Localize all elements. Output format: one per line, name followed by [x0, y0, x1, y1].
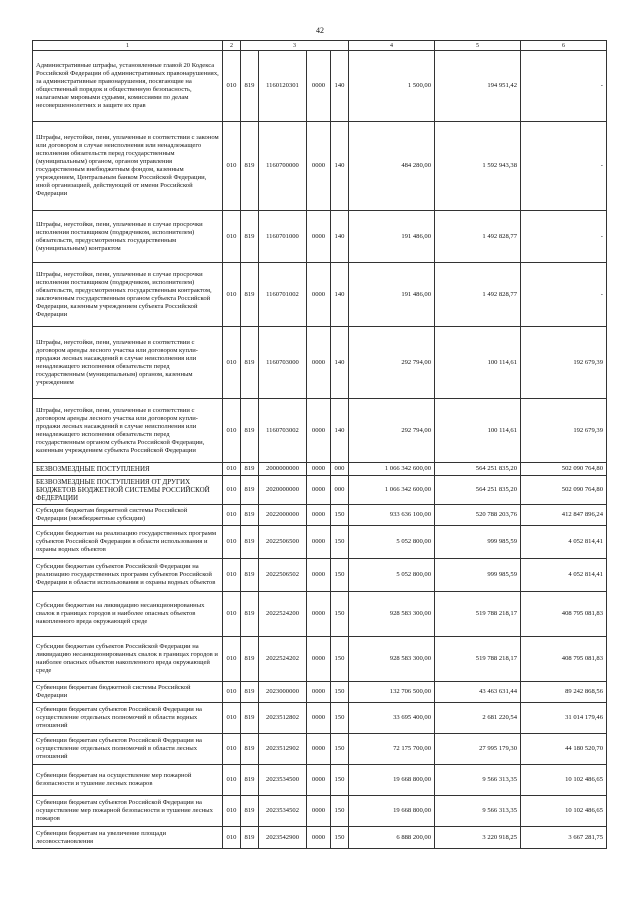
row-name: БЕЗВОЗМЕЗДНЫЕ ПОСТУПЛЕНИЯ [33, 463, 223, 476]
kosgu-code: 150 [331, 827, 349, 849]
kosgu-code: 150 [331, 765, 349, 796]
income-code: 1160701000 [259, 211, 307, 263]
row-name: Субвенции бюджетам субъектов Российской Федерации на осуществление отдельных полномочий в области водных отношений [33, 703, 223, 734]
approved-amount: 484 280,00 [349, 122, 435, 211]
approved-amount: 191 486,00 [349, 211, 435, 263]
executed-amount: 100 114,61 [435, 327, 521, 399]
admin-code: 010 [223, 796, 241, 827]
table-row [33, 122, 607, 211]
executed-amount: 999 985,59 [435, 559, 521, 592]
table-row [33, 211, 607, 263]
approved-amount: 292 794,00 [349, 399, 435, 463]
program-code: 0000 [307, 399, 331, 463]
admin-code: 010 [223, 463, 241, 476]
table-row [33, 526, 607, 559]
program-code: 0000 [307, 592, 331, 637]
chapter-code: 819 [241, 526, 259, 559]
chapter-code: 819 [241, 399, 259, 463]
admin-code: 010 [223, 476, 241, 505]
header-row [33, 41, 607, 51]
row-name: Субсидии бюджетам субъектов Российской Федерации на реализацию государственных программ субъектов Российской Федерации в области использования и охраны водных объектов [33, 559, 223, 592]
admin-code: 010 [223, 827, 241, 849]
executed-amount: 564 251 835,20 [435, 463, 521, 476]
row-name: Субвенции бюджетам бюджетной системы Российской Федерации [33, 682, 223, 703]
program-code: 0000 [307, 263, 331, 327]
program-code: 0000 [307, 703, 331, 734]
income-code: 1160703000 [259, 327, 307, 399]
row-name: Административные штрафы, установленные главой 20 Кодекса Российской Федерации об административных правонарушениях, за административные правонарушения, посягающие на общественный порядок и общественную безопасность, налагаемые мировыми судьями, комиссиями по делам несовершеннолетних и защите их прав [33, 51, 223, 122]
table-row [33, 682, 607, 703]
income-code: 2023512802 [259, 703, 307, 734]
executed-amount: 43 463 631,44 [435, 682, 521, 703]
kosgu-code: 150 [331, 637, 349, 682]
approved-amount: 933 636 100,00 [349, 505, 435, 526]
executed-amount: 3 220 918,25 [435, 827, 521, 849]
executed-amount: 564 251 835,20 [435, 476, 521, 505]
income-code: 2022524200 [259, 592, 307, 637]
admin-code: 010 [223, 559, 241, 592]
income-code: 2022524202 [259, 637, 307, 682]
approved-amount: 928 583 300,00 [349, 637, 435, 682]
program-code: 0000 [307, 327, 331, 399]
kosgu-code: 150 [331, 734, 349, 765]
income-code: 2023534502 [259, 796, 307, 827]
remaining-amount: 31 014 179,46 [521, 703, 607, 734]
row-name: Субсидии бюджетам на ликвидацию несанкционированных свалок в границах городов и наиболее опасных объектов накопленного вреда окружающей среде [33, 592, 223, 637]
budget-table [32, 40, 607, 849]
admin-code: 010 [223, 122, 241, 211]
program-code: 0000 [307, 211, 331, 263]
income-code: 2022506500 [259, 526, 307, 559]
row-name: Штрафы, неустойки, пени, уплаченные в соответствии с законом или договором в случае неисполнения или ненадлежащего исполнения обязательств перед государственным (муниципальным) органом, органом управления государственным внебюджетным фондом, казенным учреждением, Центральным банком Российской Федерации, иной организацией, действующей от имени Российской Федерации [33, 122, 223, 211]
kosgu-code: 000 [331, 476, 349, 505]
executed-amount: 2 681 220,54 [435, 703, 521, 734]
row-name: Субсидии бюджетам субъектов Российской Федерации на ликвидацию несанкционированных свалок в границах городов и наиболее опасных объектов накопленного вреда окружающей среде [33, 637, 223, 682]
approved-amount: 1 066 342 600,00 [349, 476, 435, 505]
row-name: Штрафы, неустойки, пени, уплаченные в соответствии с договором аренды лесного участка или договором купли-продажи лесных насаждений в случае неисполнения или ненадлежащего исполнения обязательств перед государственным (муниципальным) органом, казенным учреждением [33, 327, 223, 399]
program-code: 0000 [307, 796, 331, 827]
executed-amount: 9 566 313,35 [435, 765, 521, 796]
kosgu-code: 000 [331, 463, 349, 476]
table-row [33, 263, 607, 327]
row-name: Штрафы, неустойки, пени, уплаченные в случае просрочки исполнения поставщиком (подрядчиком, исполнителем) обязательств, предусмотренных государственным контрактом, заключенным государственным органом субъекта Российской Федерации, казенным учреждением субъекта Российской Федерации [33, 263, 223, 327]
income-code: 2020000000 [259, 476, 307, 505]
executed-amount: 1 492 828,77 [435, 211, 521, 263]
approved-amount: 19 668 800,00 [349, 796, 435, 827]
income-code: 2000000000 [259, 463, 307, 476]
kosgu-code: 140 [331, 51, 349, 122]
admin-code: 010 [223, 703, 241, 734]
header-cell: 3 [241, 41, 349, 51]
income-code: 1160701002 [259, 263, 307, 327]
executed-amount: 999 985,59 [435, 526, 521, 559]
table-row [33, 463, 607, 476]
chapter-code: 819 [241, 122, 259, 211]
table-row [33, 476, 607, 505]
chapter-code: 819 [241, 211, 259, 263]
header-cell: 5 [435, 41, 521, 51]
income-code: 2023534500 [259, 765, 307, 796]
remaining-amount: 89 242 868,56 [521, 682, 607, 703]
executed-amount: 519 788 218,17 [435, 637, 521, 682]
remaining-amount: 408 795 081,83 [521, 637, 607, 682]
table-row [33, 637, 607, 682]
admin-code: 010 [223, 682, 241, 703]
kosgu-code: 150 [331, 682, 349, 703]
income-code: 1160703002 [259, 399, 307, 463]
admin-code: 010 [223, 211, 241, 263]
income-code: 2022506502 [259, 559, 307, 592]
table-row [33, 51, 607, 122]
approved-amount: 1 066 342 600,00 [349, 463, 435, 476]
remaining-amount: 4 052 814,41 [521, 526, 607, 559]
income-code: 2022000000 [259, 505, 307, 526]
table-row [33, 559, 607, 592]
program-code: 0000 [307, 734, 331, 765]
row-name: БЕЗВОЗМЕЗДНЫЕ ПОСТУПЛЕНИЯ ОТ ДРУГИХ БЮДЖЕТОВ БЮДЖЕТНОЙ СИСТЕМЫ РОССИЙСКОЙ ФЕДЕРАЦИИ [33, 476, 223, 505]
approved-amount: 292 794,00 [349, 327, 435, 399]
row-name: Субвенции бюджетам на осуществление мер пожарной безопасности и тушение лесных пожаров [33, 765, 223, 796]
remaining-amount: - [521, 122, 607, 211]
chapter-code: 819 [241, 559, 259, 592]
table-row [33, 765, 607, 796]
program-code: 0000 [307, 476, 331, 505]
income-code: 1160120301 [259, 51, 307, 122]
row-name: Субвенции бюджетам субъектов Российской Федерации на осуществление отдельных полномочий в области лесных отношений [33, 734, 223, 765]
remaining-amount: 4 052 814,41 [521, 559, 607, 592]
approved-amount: 72 175 700,00 [349, 734, 435, 765]
executed-amount: 194 951,42 [435, 51, 521, 122]
chapter-code: 819 [241, 505, 259, 526]
row-name: Субсидии бюджетам на реализацию государственных программ субъектов Российской Федерации в области использования и охраны водных объектов [33, 526, 223, 559]
chapter-code: 819 [241, 476, 259, 505]
approved-amount: 191 486,00 [349, 263, 435, 327]
chapter-code: 819 [241, 327, 259, 399]
remaining-amount: 3 667 281,75 [521, 827, 607, 849]
program-code: 0000 [307, 559, 331, 592]
row-name: Субвенции бюджетам на увеличение площади лесовосстановления [33, 827, 223, 849]
kosgu-code: 140 [331, 327, 349, 399]
remaining-amount: 408 795 081,83 [521, 592, 607, 637]
income-code: 2023512902 [259, 734, 307, 765]
kosgu-code: 150 [331, 505, 349, 526]
table-row [33, 505, 607, 526]
page-number: 42 [316, 26, 324, 35]
header-cell: 2 [223, 41, 241, 51]
program-code: 0000 [307, 51, 331, 122]
row-name: Субсидии бюджетам бюджетной системы Российской Федерации (межбюджетные субсидии) [33, 505, 223, 526]
kosgu-code: 140 [331, 263, 349, 327]
table-row [33, 796, 607, 827]
income-code: 2023000000 [259, 682, 307, 703]
admin-code: 010 [223, 765, 241, 796]
kosgu-code: 150 [331, 559, 349, 592]
approved-amount: 1 500,00 [349, 51, 435, 122]
header-cell: 6 [521, 41, 607, 51]
program-code: 0000 [307, 505, 331, 526]
remaining-amount: 502 090 764,80 [521, 463, 607, 476]
chapter-code: 819 [241, 592, 259, 637]
admin-code: 010 [223, 505, 241, 526]
remaining-amount: 192 679,39 [521, 399, 607, 463]
program-code: 0000 [307, 122, 331, 211]
program-code: 0000 [307, 765, 331, 796]
executed-amount: 1 492 828,77 [435, 263, 521, 327]
kosgu-code: 150 [331, 526, 349, 559]
executed-amount: 520 788 203,76 [435, 505, 521, 526]
program-code: 0000 [307, 637, 331, 682]
remaining-amount: 44 180 520,70 [521, 734, 607, 765]
executed-amount: 100 114,61 [435, 399, 521, 463]
kosgu-code: 150 [331, 592, 349, 637]
table-row [33, 592, 607, 637]
kosgu-code: 150 [331, 796, 349, 827]
table-row [33, 827, 607, 849]
kosgu-code: 150 [331, 703, 349, 734]
table-row [33, 703, 607, 734]
admin-code: 010 [223, 399, 241, 463]
chapter-code: 819 [241, 796, 259, 827]
remaining-amount: - [521, 51, 607, 122]
remaining-amount: 192 679,39 [521, 327, 607, 399]
admin-code: 010 [223, 327, 241, 399]
approved-amount: 5 052 800,00 [349, 526, 435, 559]
table-row [33, 734, 607, 765]
remaining-amount: 412 847 896,24 [521, 505, 607, 526]
kosgu-code: 140 [331, 122, 349, 211]
executed-amount: 9 566 313,35 [435, 796, 521, 827]
executed-amount: 519 788 218,17 [435, 592, 521, 637]
chapter-code: 819 [241, 734, 259, 765]
remaining-amount: 502 090 764,80 [521, 476, 607, 505]
chapter-code: 819 [241, 827, 259, 849]
program-code: 0000 [307, 682, 331, 703]
admin-code: 010 [223, 51, 241, 122]
approved-amount: 928 583 300,00 [349, 592, 435, 637]
income-code: 1160700000 [259, 122, 307, 211]
chapter-code: 819 [241, 703, 259, 734]
chapter-code: 819 [241, 682, 259, 703]
approved-amount: 6 888 200,00 [349, 827, 435, 849]
chapter-code: 819 [241, 463, 259, 476]
header-cell: 1 [33, 41, 223, 51]
remaining-amount: 10 102 486,65 [521, 765, 607, 796]
chapter-code: 819 [241, 263, 259, 327]
income-code: 2023542900 [259, 827, 307, 849]
approved-amount: 33 695 400,00 [349, 703, 435, 734]
admin-code: 010 [223, 637, 241, 682]
kosgu-code: 140 [331, 399, 349, 463]
executed-amount: 27 995 179,30 [435, 734, 521, 765]
chapter-code: 819 [241, 51, 259, 122]
admin-code: 010 [223, 263, 241, 327]
executed-amount: 1 592 943,38 [435, 122, 521, 211]
table-row [33, 399, 607, 463]
program-code: 0000 [307, 526, 331, 559]
approved-amount: 132 706 500,00 [349, 682, 435, 703]
approved-amount: 19 668 800,00 [349, 765, 435, 796]
kosgu-code: 140 [331, 211, 349, 263]
program-code: 0000 [307, 827, 331, 849]
remaining-amount: - [521, 263, 607, 327]
chapter-code: 819 [241, 637, 259, 682]
table-row [33, 327, 607, 399]
row-name: Субвенции бюджетам субъектов Российской Федерации на осуществление мер пожарной безопасности и тушение лесных пожаров [33, 796, 223, 827]
admin-code: 010 [223, 592, 241, 637]
chapter-code: 819 [241, 765, 259, 796]
remaining-amount: 10 102 486,65 [521, 796, 607, 827]
approved-amount: 5 052 800,00 [349, 559, 435, 592]
admin-code: 010 [223, 526, 241, 559]
row-name: Штрафы, неустойки, пени, уплаченные в случае просрочки исполнения поставщиком (подрядчиком, исполнителем) обязательств, предусмотренных государственным (муниципальным) контрактом [33, 211, 223, 263]
row-name: Штрафы, неустойки, пени, уплаченные в соответствии с договором аренды лесного участка или договором купли-продажи лесных насаждений в случае неисполнения или ненадлежащего исполнения обязательств перед государственным органом субъекта Российской Федерации, казенным учреждением субъекта Российской Федерации [33, 399, 223, 463]
program-code: 0000 [307, 463, 331, 476]
remaining-amount: - [521, 211, 607, 263]
header-cell: 4 [349, 41, 435, 51]
admin-code: 010 [223, 734, 241, 765]
